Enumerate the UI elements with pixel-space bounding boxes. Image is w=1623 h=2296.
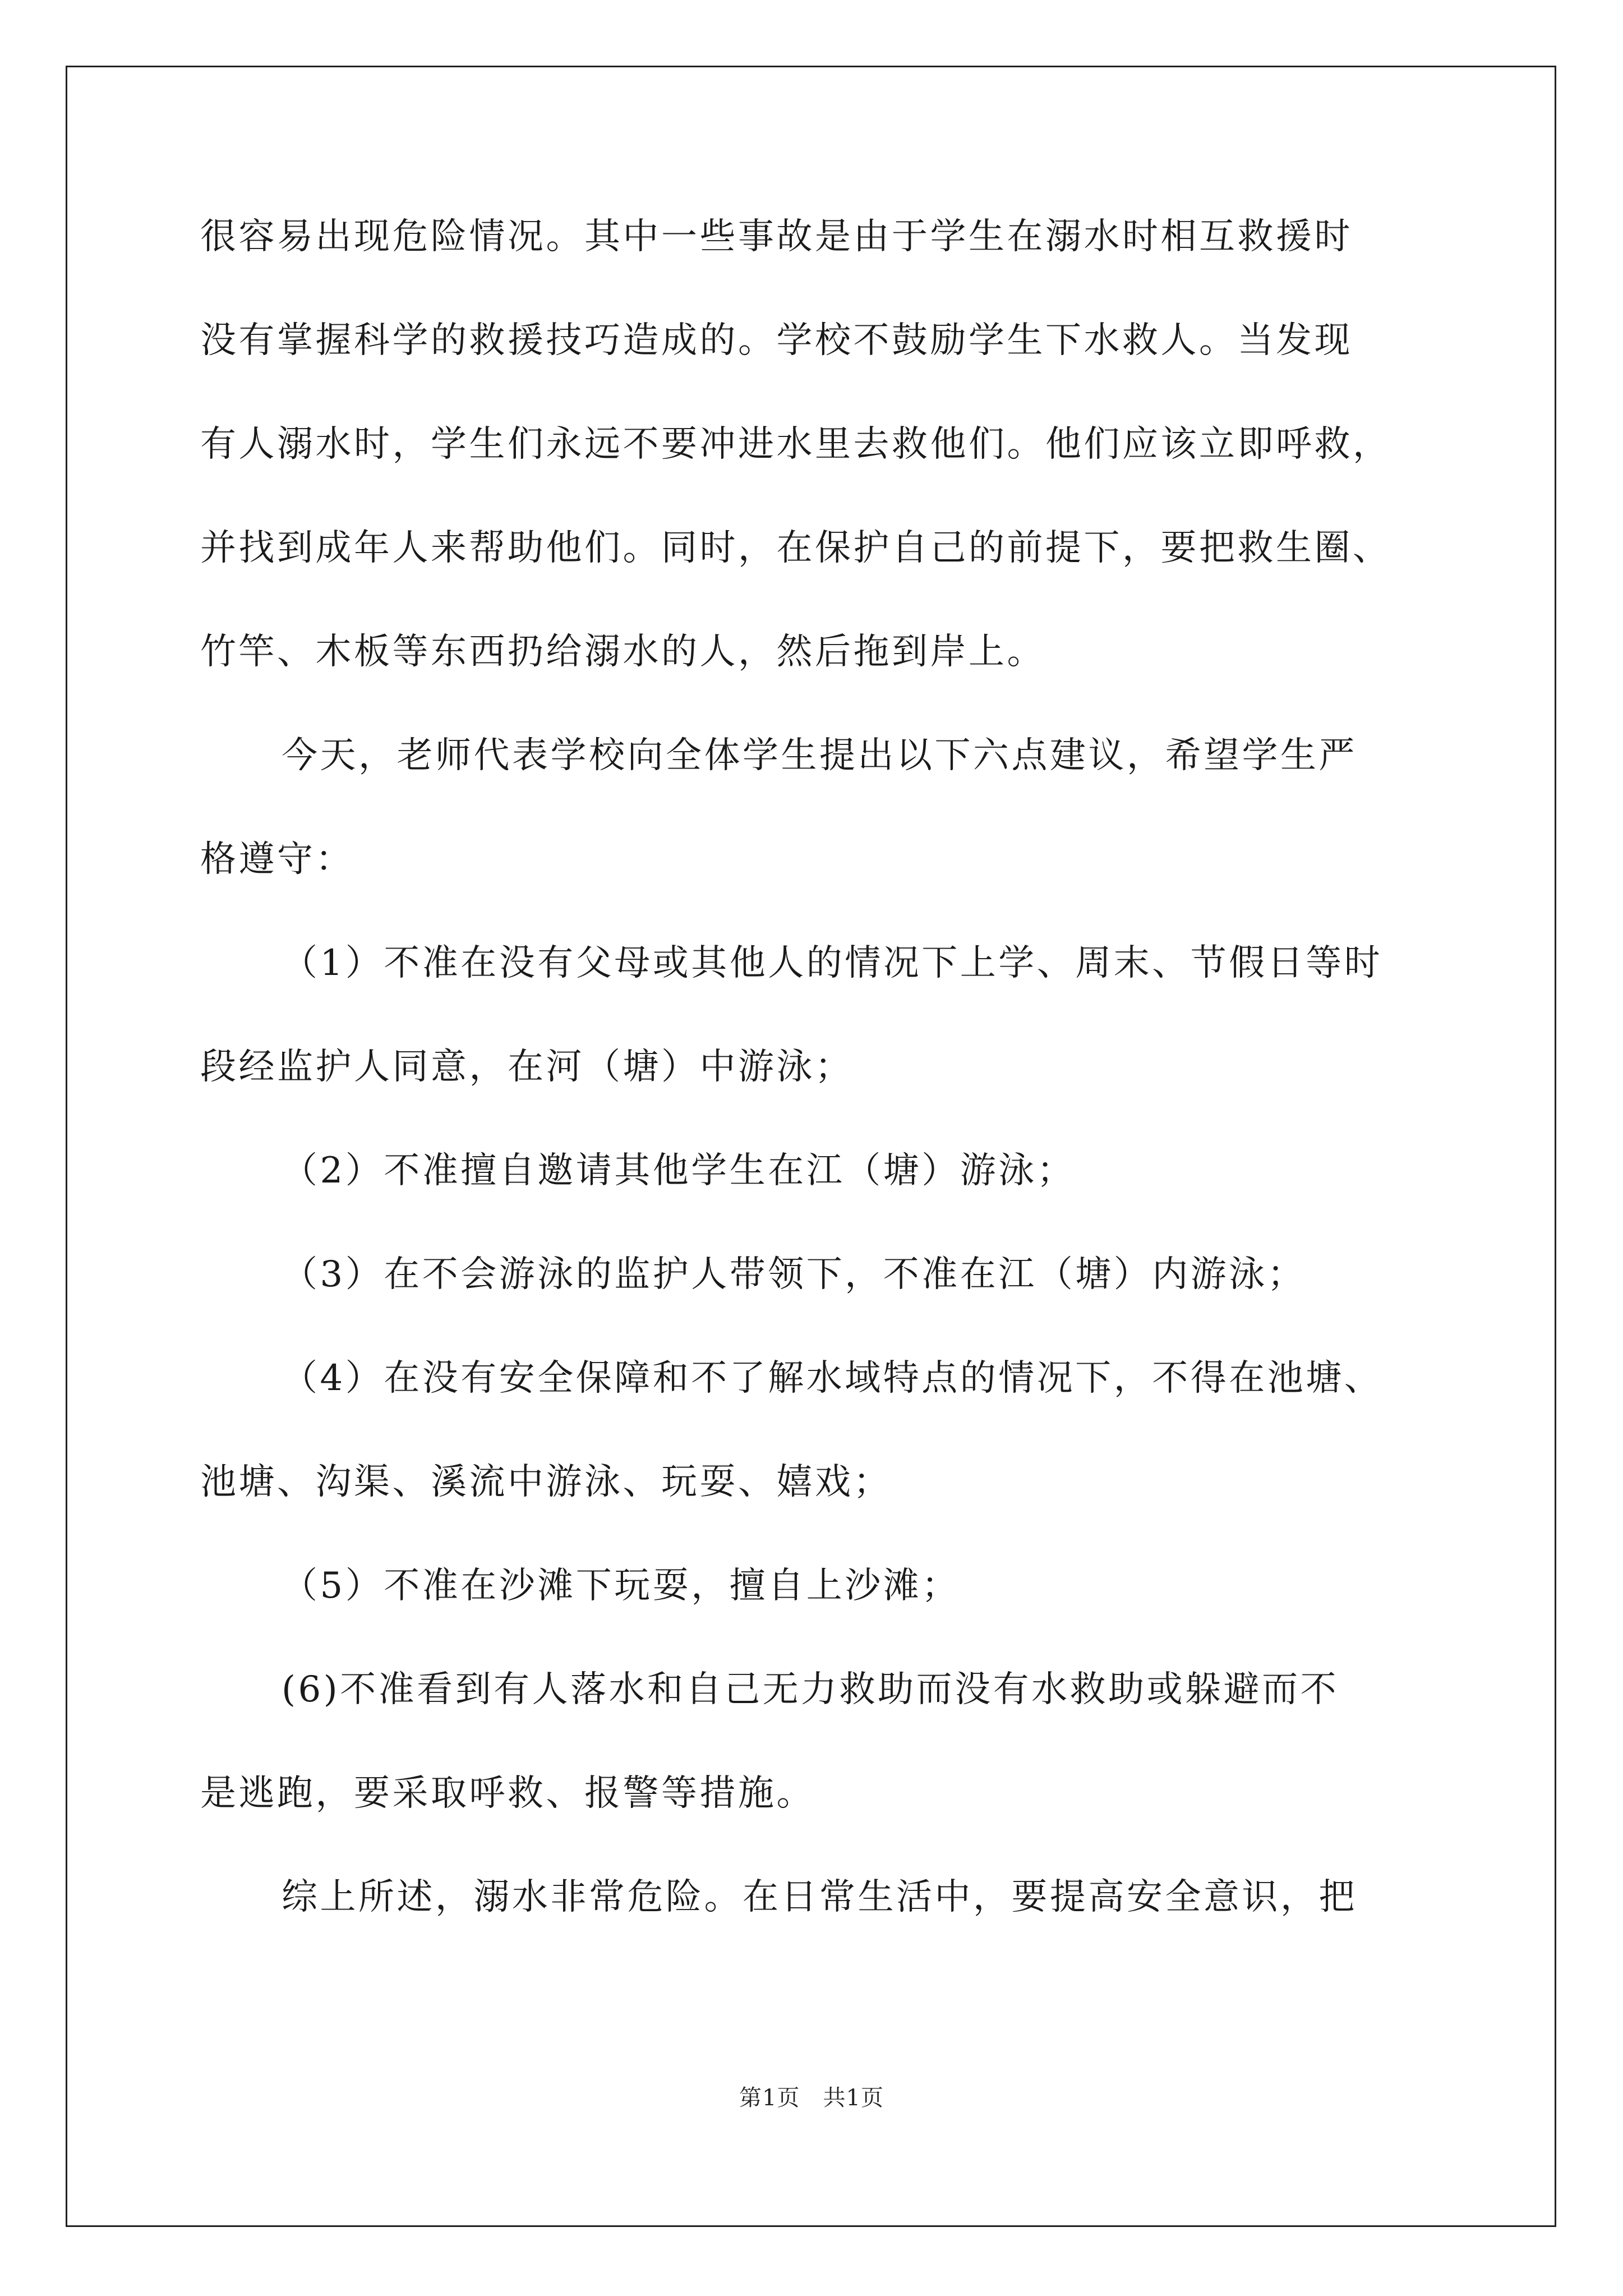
text-line: 很容易出现危险情况。其中一些事故是由于学生在溺水时相互救援时 — [200, 216, 1353, 257]
text-line: 今天，老师代表学校向全体学生提出以下六点建议，希望学生严 — [282, 735, 1357, 776]
text-line: 是逃跑，要采取呼救、报警等措施。 — [200, 1773, 815, 1814]
text-line: 竹竿、木板等东西扔给溺水的人，然后拖到岸上。 — [200, 631, 1045, 673]
text-line: （5）不准在沙滩下玩耍，擅自上沙滩； — [282, 1565, 960, 1607]
text-line: （2）不准擅自邀请其他学生在江（塘）游泳； — [282, 1150, 1076, 1191]
text-line: （1）不准在没有父母或其他人的情况下上学、周末、节假日等时 — [282, 942, 1383, 984]
text-line: 有人溺水时，学生们永远不要冲进水里去救他们。他们应该立即呼救， — [200, 424, 1391, 465]
text-line: (6)不准看到有人落水和自己无力救助而没有水救助或躲避而不 — [282, 1669, 1339, 1710]
text-line: （3）在不会游泳的监护人带领下，不准在江（塘）内游泳； — [282, 1254, 1306, 1295]
text-line: 段经监护人同意，在河（塘）中游泳； — [200, 1046, 854, 1088]
page-number-footer: 第1页 共1页 — [739, 2085, 884, 2111]
text-line: 综上所述，溺水非常危险。在日常生活中，要提高安全意识，把 — [282, 1876, 1357, 1918]
text-line: 池塘、沟渠、溪流中游泳、玩耍、嬉戏； — [200, 1461, 892, 1503]
text-line: 格遵守： — [200, 839, 354, 880]
text-line: 并找到成年人来帮助他们。同时，在保护自己的前提下，要把救生圈、 — [200, 527, 1391, 569]
text-line: （4）在没有安全保障和不了解水域特点的情况下，不得在池塘、 — [282, 1358, 1383, 1399]
text-line: 没有掌握科学的救援技巧造成的。学校不鼓励学生下水救人。当发现 — [200, 320, 1353, 361]
